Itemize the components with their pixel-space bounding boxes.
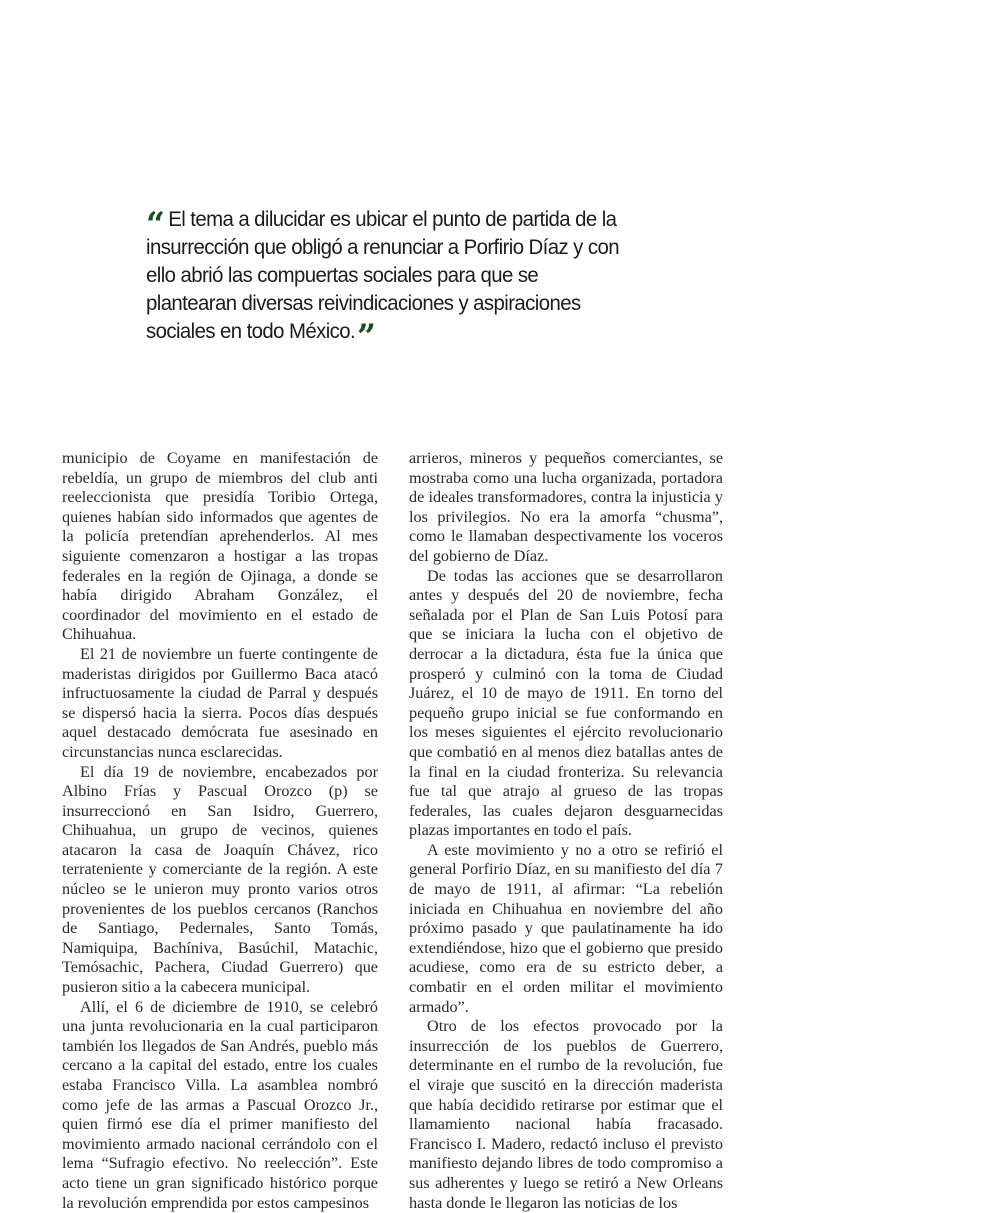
open-quote-mark: “ <box>146 205 165 245</box>
paragraph: Otro de los efectos provocado por la insurrección de los pueblos de Guerrero, determinante en el rumbo de la revolución, fue el viraje que suscitó en la dirección maderista que había decidido retirarse por estimar que el llamamiento nacional había fracasado. Francisco I. Madero, redactó incluso el previsto manifiesto dejando libres de todo compromiso a sus adherentes y luego se retiró a New Orleans hasta donde le llegaron las noticias de los <box>409 1017 723 1212</box>
pull-quote-text: El tema a dilucidar es ubicar el punto de partida de la insurrección que obligó a renunciar a Porfirio Díaz y con ello abrió las compuertas sociales para que se plantearan diversas reivindicaciones y aspiraciones sociales en todo México. <box>146 208 619 343</box>
right-text-column <box>409 449 723 1213</box>
paragraph: municipio de Coyame en manifestación de rebeldía, un grupo de miembros del club anti reeleccionista que presidía Toribio Ortega, quienes habían sido informados que agentes de la policía pretendían aprehenderlos. Al mes siguiente comenzaron a hostigar a las tropas federales en la región de Ojinaga, a donde se había dirigido Abraham González, el coordinador del movimiento en el estado de Chihuahua. <box>62 449 378 644</box>
paragraph: Allí, el 6 de diciembre de 1910, se celebró una junta revolucionaria en la cual participaron también los llegados de San Andrés, pueblo más cercano a la capital del estado, entre los cuales estaba Francisco Villa. La asamblea nombró como jefe de las armas a Pascual Orozco Jr., quien firmó ese día el primer manifiesto del movimiento armado nacional cerrándolo con el lema “Sufragio efectivo. No reelección”. Este acto tiene un gran significado histórico porque la revolución emprendida por estos campesinos <box>62 997 378 1212</box>
paragraph: De todas las acciones que se desarrollaron antes y después del 20 de noviembre, fecha señalada por el Plan de San Luis Potosí para que se iniciara la lucha con el objetivo de derrocar a la dictadura, ésta fue la única que prosperó y culminó con la toma de Ciudad Juárez, el 10 de mayo de 1911. En torno del pequeño grupo inicial se fue conformando en los meses siguientes el ejército revolucionario que combatió en al menos diez batallas antes de la final en la ciudad fronteriza. Su relevancia fue tal que atrajo al grueso de las tropas federales, las cuales dejaron desguarnecidas plazas importantes en todo el país. <box>409 566 723 840</box>
left-text-column <box>62 449 378 1213</box>
paragraph: arrieros, mineros y pequeños comerciantes, se mostraba como una lucha organizada, portadora de ideales transformadores, contra la injusticia y los privilegios. No era la amorfa “chusma”, como le llamaban despectivamente los voceros del gobierno de Díaz. <box>409 449 723 565</box>
close-quote-mark: ” <box>357 317 376 357</box>
paragraph: El día 19 de noviembre, encabezados por Albino Frías y Pascual Orozco (p) se insurreccionó en San Isidro, Guerrero, Chihuahua, un grupo de vecinos, quienes atacaron la casa de Joaquín Chávez, rico terrateniente y comerciante de la región. A este núcleo se le unieron muy pronto varios otros provenientes de los pueblos cercanos (Ranchos de Santiago, Pedernales, Santo Tomás, Namiquipa, Bachíniva, Basúchil, Matachic, Temósachic, Pachera, Ciudad Guerrero) que pusieron sitio a la cabecera municipal. <box>62 762 378 997</box>
paragraph: A este movimiento y no a otro se refirió el general Porfirio Díaz, en su manifiesto del día 7 de mayo de 1911, al afirmar: “La rebelión iniciada en Chihuahua en noviembre del año próximo pasado y que paulatinamente ha ido extendiéndose, hizo que el gobierno que presido acudiese, como era de su estricto deber, a combatir en el orden militar el movimiento armado”. <box>409 840 723 1016</box>
pull-quote <box>146 205 631 357</box>
paragraph: El 21 de noviembre un fuerte contingente de maderistas dirigidos por Guillermo Baca atacó infructuosamente la ciudad de Parral y después se dispersó hacia la sierra. Pocos días después aquel destacado demócrata fue asesinado en circunstancias nunca esclarecidas. <box>62 644 378 761</box>
